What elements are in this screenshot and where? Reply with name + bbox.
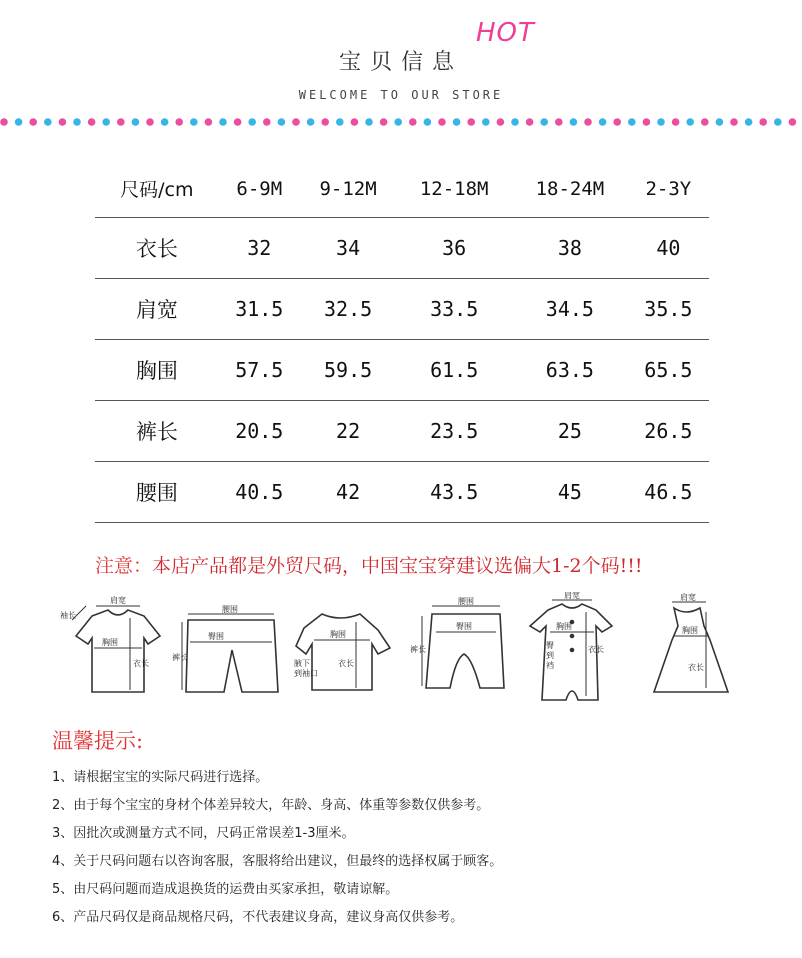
divider-dot	[29, 118, 37, 126]
size-header-col: 6-9M	[236, 177, 283, 200]
measurement-illustrations	[60, 592, 750, 704]
pants-figure	[410, 597, 504, 688]
table-cell: 38	[512, 218, 628, 279]
table-cell: 32	[219, 218, 300, 279]
romper-shoulder-label: 肩宽	[564, 592, 580, 600]
romper-figure	[530, 592, 612, 700]
divider-dot	[394, 118, 402, 126]
table-cell: 42	[300, 462, 396, 523]
divider-dot	[716, 118, 724, 126]
raglan-shirt-figure	[294, 614, 390, 690]
raglan-armpit-label: 腋下	[294, 659, 310, 668]
divider-dot	[643, 118, 651, 126]
size-header-col: 2-3Y	[645, 177, 692, 200]
table-row	[95, 279, 709, 340]
divider-dot	[789, 118, 797, 126]
romper-chest-label: 胸围	[556, 622, 572, 631]
divider-dot	[672, 118, 680, 126]
divider-dot	[365, 118, 373, 126]
table-cell: 57.5	[219, 340, 300, 401]
raglan-length-label: 衣长	[338, 659, 354, 668]
table-cell: 36	[396, 218, 512, 279]
divider-dot	[132, 118, 140, 126]
divider-dot	[453, 118, 461, 126]
divider-dot	[219, 118, 227, 126]
divider-dot	[424, 118, 432, 126]
tshirt-chest-label: 胸围	[102, 638, 118, 647]
divider-dot	[409, 118, 417, 126]
divider-dot	[263, 118, 271, 126]
divider-dot	[175, 118, 183, 126]
divider-dot	[482, 118, 490, 126]
table-cell: 33.5	[396, 279, 512, 340]
table-cell: 32.5	[300, 279, 396, 340]
row-label: 肩宽	[95, 279, 219, 340]
divider-dot	[0, 118, 8, 126]
romper-length-label: 衣长	[588, 645, 604, 654]
size-header-row	[95, 160, 709, 218]
pants-length-label: 裤长	[410, 645, 426, 654]
romper-side-label-1: 臀	[546, 641, 554, 650]
table-cell: 61.5	[396, 340, 512, 401]
divider-dot	[628, 118, 636, 126]
romper-side-label-2: 到	[546, 651, 554, 660]
divider-dot	[73, 118, 81, 126]
table-cell: 63.5	[512, 340, 628, 401]
romper-side-label-3: 裆	[546, 661, 554, 670]
divider-dot	[44, 118, 52, 126]
notice-label: 注意：	[95, 555, 153, 577]
dress-length-label: 衣长	[688, 663, 704, 672]
divider-dot	[292, 118, 300, 126]
dress-figure	[654, 592, 728, 692]
divider-dot	[248, 118, 256, 126]
tshirt-shoulder-label: 肩宽	[110, 596, 126, 605]
divider-dot	[438, 118, 446, 126]
tips-title: 温馨提示:	[52, 729, 144, 753]
size-header-col: 12-18M	[419, 177, 489, 200]
shorts-figure	[172, 605, 278, 692]
dress-shoulder-label: 肩宽	[680, 593, 696, 602]
notice-text: 本店产品都是外贸尺码，中国宝宝穿建议选偏大1-2个码!!!	[152, 555, 643, 577]
raglan-chest-label: 胸围	[330, 630, 346, 639]
pants-waist-label: 腰围	[458, 597, 474, 606]
divider-dot	[234, 118, 242, 126]
list-item: 5、由尺码问题而造成退换货的运费由买家承担，敬请谅解。	[52, 882, 399, 897]
table-cell: 31.5	[219, 279, 300, 340]
divider-dot	[555, 118, 563, 126]
row-label: 衣长	[95, 218, 219, 279]
page-title: 宝贝信息	[338, 50, 463, 75]
divider-dot	[526, 118, 534, 126]
divider-dot	[59, 118, 67, 126]
divider-dot	[774, 118, 782, 126]
table-cell: 43.5	[396, 462, 512, 523]
table-cell: 34	[300, 218, 396, 279]
table-cell: 65.5	[628, 340, 709, 401]
table-row	[95, 340, 709, 401]
table-cell: 35.5	[628, 279, 709, 340]
table-cell: 46.5	[628, 462, 709, 523]
row-label: 胸围	[95, 340, 219, 401]
dotted-divider	[0, 116, 802, 128]
divider-dot	[321, 118, 329, 126]
tshirt-sleeve-label: 袖长	[60, 611, 76, 620]
list-item: 3、因批次或测量方式不同，尺码正常误差1-3厘米。	[52, 826, 355, 841]
divider-dot	[686, 118, 694, 126]
raglan-cuff-label: 到袖口	[294, 669, 318, 678]
table-cell: 40	[628, 218, 709, 279]
hot-badge: HOT	[476, 18, 535, 48]
table-cell: 40.5	[219, 462, 300, 523]
divider-dot	[540, 118, 548, 126]
table-row	[95, 462, 709, 523]
table-row	[95, 218, 709, 279]
divider-dot	[380, 118, 388, 126]
divider-dot	[102, 118, 110, 126]
list-item: 4、关于尺码问题右以咨询客服，客服将给出建议，但最终的选择权属于顾客。	[52, 854, 503, 869]
store-welcome-subtitle: WELCOME TO OUR STORE	[298, 88, 504, 102]
divider-dot	[759, 118, 767, 126]
divider-dot	[745, 118, 753, 126]
divider-dot	[351, 118, 359, 126]
list-item: 1、请根据宝宝的实际尺码进行选择。	[52, 770, 269, 785]
divider-dot	[161, 118, 169, 126]
divider-dot	[599, 118, 607, 126]
dress-chest-label: 胸围	[682, 626, 698, 635]
list-item: 6、产品尺码仅是商品规格尺码，不代表建议身高，建议身高仅供参考。	[52, 910, 464, 925]
table-cell: 20.5	[219, 401, 300, 462]
divider-dot	[15, 118, 23, 126]
divider-dot	[205, 118, 213, 126]
table-cell: 34.5	[512, 279, 628, 340]
size-header-col: 18-24M	[535, 177, 605, 200]
divider-dot	[570, 118, 578, 126]
tshirt-length-label: 衣长	[133, 659, 149, 668]
divider-dot	[730, 118, 738, 126]
size-header-unit: 尺码/cm	[120, 179, 194, 201]
table-row	[95, 401, 709, 462]
divider-dot	[278, 118, 286, 126]
size-chart-table	[95, 160, 709, 523]
tips-list	[52, 767, 502, 935]
table-cell: 26.5	[628, 401, 709, 462]
divider-dot	[467, 118, 475, 126]
table-cell: 45	[512, 462, 628, 523]
row-label: 裤长	[95, 401, 219, 462]
list-item: 2、由于每个宝宝的身材个体差异较大，年龄、身高、体重等参数仅供参考。	[52, 798, 490, 813]
divider-dot	[146, 118, 154, 126]
size-header-col: 9-12M	[319, 177, 377, 200]
divider-dot	[497, 118, 505, 126]
divider-dot	[336, 118, 344, 126]
divider-dot	[613, 118, 621, 126]
size-notice	[95, 551, 643, 578]
table-cell: 25	[512, 401, 628, 462]
divider-dot	[307, 118, 315, 126]
table-cell: 22	[300, 401, 396, 462]
row-label: 腰围	[95, 462, 219, 523]
divider-dot	[190, 118, 198, 126]
table-cell: 59.5	[300, 340, 396, 401]
pants-hip-label: 臀围	[456, 622, 472, 631]
divider-dot	[657, 118, 665, 126]
shorts-length-label: 裤长	[172, 653, 188, 662]
divider-dot	[88, 118, 96, 126]
shorts-waist-label: 腰围	[222, 605, 238, 614]
divider-dot	[117, 118, 125, 126]
table-cell: 23.5	[396, 401, 512, 462]
tshirt-figure	[60, 595, 160, 692]
divider-dot	[701, 118, 709, 126]
divider-dot	[584, 118, 592, 126]
shorts-hip-label: 臀围	[208, 632, 224, 641]
divider-dot	[511, 118, 519, 126]
